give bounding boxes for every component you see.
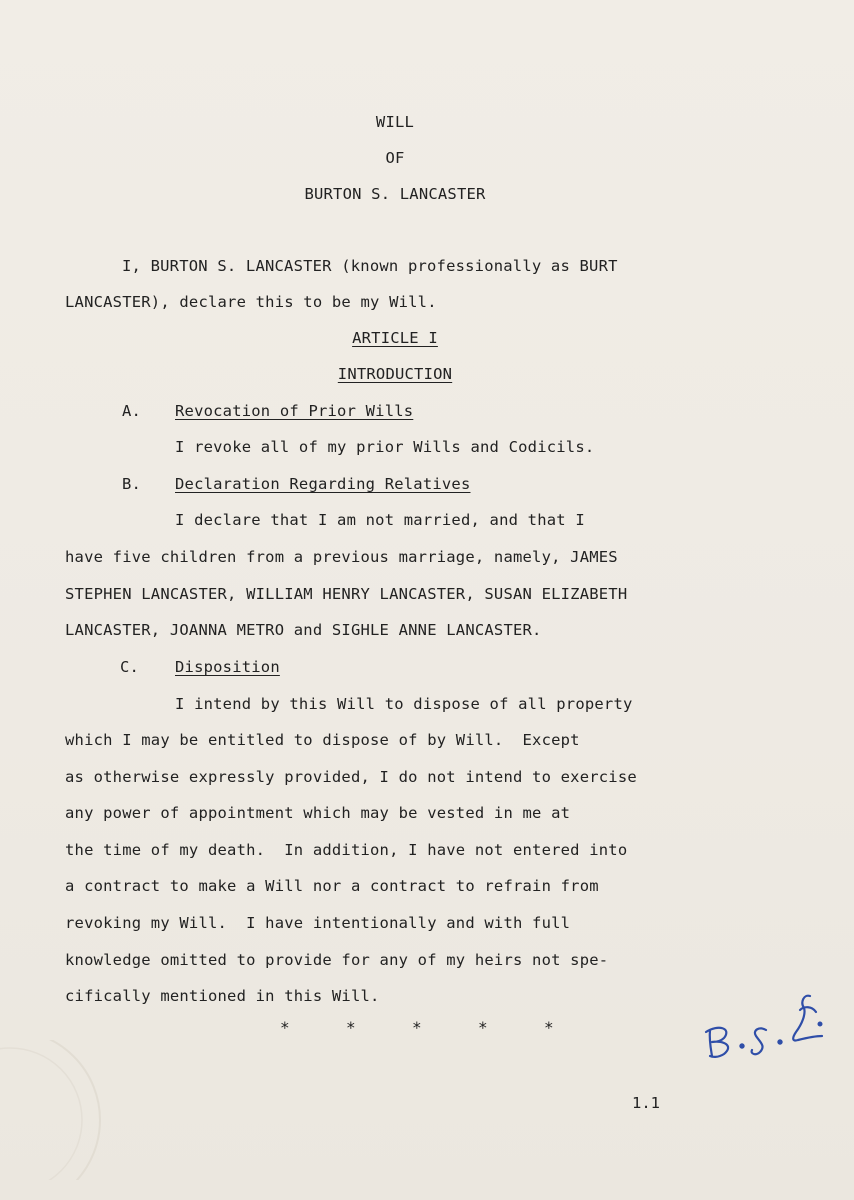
section-c-letter: C.	[120, 658, 140, 676]
section-a-letter: A.	[122, 402, 142, 420]
document-title: WILL	[375, 113, 415, 131]
separator-star: *	[280, 1018, 290, 1037]
article-heading: ARTICLE I	[352, 329, 438, 347]
embossed-seal-icon	[0, 1040, 110, 1180]
section-c-line-8: knowledge omitted to provide for any of my heirs not spe-	[65, 951, 609, 969]
section-b-heading: Declaration Regarding Relatives	[175, 475, 471, 493]
section-c-heading: Disposition	[175, 658, 280, 676]
intro-line-2: LANCASTER), declare this to be my Will.	[65, 293, 437, 311]
document-of: OF	[385, 149, 405, 167]
separator-star: *	[478, 1018, 488, 1037]
section-c-line-2: which I may be entitled to dispose of by Will. Except	[65, 731, 580, 749]
intro-line-1: I, BURTON S. LANCASTER (known professionally as BURT	[122, 257, 618, 275]
separator-stars	[280, 1018, 610, 1037]
section-a-line-1: I revoke all of my prior Wills and Codicils.	[175, 438, 595, 456]
section-b-letter: B.	[122, 475, 142, 493]
section-b-line-3: STEPHEN LANCASTER, WILLIAM HENRY LANCASTER, SUSAN ELIZABETH	[65, 585, 628, 603]
section-c-line-6: a contract to make a Will nor a contract to refrain from	[65, 877, 599, 895]
page-number: 1.1	[632, 1094, 660, 1112]
section-c-line-5: the time of my death. In addition, I have not entered into	[65, 841, 628, 859]
separator-star: *	[346, 1018, 356, 1037]
handwritten-initials	[700, 990, 830, 1070]
separator-star: *	[412, 1018, 422, 1037]
section-b-line-1: I declare that I am not married, and that I	[175, 511, 585, 529]
article-title: INTRODUCTION	[337, 365, 453, 383]
section-c-line-4: any power of appointment which may be vested in me at	[65, 804, 571, 822]
section-b-line-4: LANCASTER, JOANNA METRO and SIGHLE ANNE LANCASTER.	[65, 621, 542, 639]
section-c-line-1: I intend by this Will to dispose of all property	[175, 695, 633, 713]
section-c-line-9: cifically mentioned in this Will.	[65, 987, 380, 1005]
section-b-line-2: have five children from a previous marriage, namely, JAMES	[65, 548, 618, 566]
separator-star: *	[544, 1018, 554, 1037]
section-a-heading: Revocation of Prior Wills	[175, 402, 414, 420]
section-c-line-3: as otherwise expressly provided, I do not intend to exercise	[65, 768, 637, 786]
section-c-line-7: revoking my Will. I have intentionally and with full	[65, 914, 571, 932]
testator-name: BURTON S. LANCASTER	[304, 185, 486, 203]
